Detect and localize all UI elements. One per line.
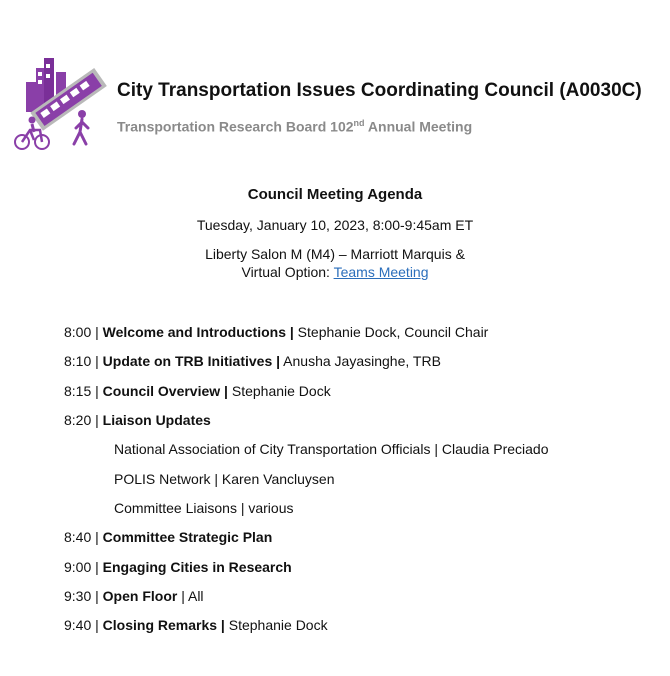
agenda-item: [64, 324, 488, 340]
agenda-item: [64, 617, 328, 633]
agenda-topic: Open Floor: [102, 588, 178, 604]
agenda-item: [64, 529, 272, 545]
council-title: City Transportation Issues Coordinating Council (A0030C): [117, 80, 642, 101]
agenda-time: 8:40 |: [64, 529, 103, 545]
agenda-topic: Closing Remarks |: [102, 617, 225, 633]
agenda-item: [64, 412, 211, 428]
agenda-topic: Committee Strategic Plan: [102, 529, 273, 545]
agenda-item: [64, 353, 441, 369]
meeting-location: Liberty Salon M (M4) – Marriott Marquis &: [205, 246, 465, 262]
agenda-speaker: Stephanie Dock: [227, 383, 331, 399]
agenda-topic: Welcome and Introductions |: [102, 324, 294, 340]
meeting-subtitle: [117, 118, 472, 135]
agenda-topic: Engaging Cities in Research: [102, 559, 292, 575]
agenda-time: 8:10 |: [64, 353, 103, 369]
agenda-speaker: Stephanie Dock, Council Chair: [293, 324, 489, 340]
agenda-time: 9:40 |: [64, 617, 103, 633]
agenda-speaker: Stephanie Dock: [224, 617, 328, 633]
agenda-speaker: | All: [177, 588, 204, 604]
agenda-speaker: Anusha Jayasinghe, TRB: [280, 353, 441, 369]
agenda-time: 8:20 |: [64, 412, 103, 428]
subtitle-tail: Annual Meeting: [364, 118, 473, 135]
agenda-topic: Liaison Updates: [102, 412, 211, 428]
agenda-time: 9:30 |: [64, 588, 103, 604]
liaison-item: POLIS Network | Karen Vancluysen: [114, 471, 335, 487]
agenda-topic: Update on TRB Initiatives |: [102, 353, 281, 369]
agenda-time: 8:15 |: [64, 383, 103, 399]
meeting-date: Tuesday, January 10, 2023, 8:00-9:45am ET: [196, 217, 474, 233]
agenda-heading: Council Meeting Agenda: [247, 186, 423, 203]
subtitle-ordinal: nd: [353, 118, 365, 128]
agenda-item: [64, 383, 331, 399]
virtual-option-label: Virtual Option:: [241, 264, 334, 280]
virtual-option: [0, 264, 670, 280]
agenda-item: [64, 588, 204, 604]
agenda-topic: Council Overview |: [102, 383, 228, 399]
agenda-time: 8:00 |: [64, 324, 103, 340]
liaison-item: National Association of City Transportation Officials | Claudia Preciado: [114, 441, 549, 457]
agenda-time: 9:00 |: [64, 559, 103, 575]
liaison-item: Committee Liaisons | various: [114, 500, 294, 516]
teams-meeting-link[interactable]: Teams Meeting: [333, 264, 429, 280]
city-transport-logo-icon: [14, 50, 114, 154]
agenda-item: [64, 559, 292, 575]
subtitle-main: Transportation Research Board 102: [117, 118, 354, 135]
